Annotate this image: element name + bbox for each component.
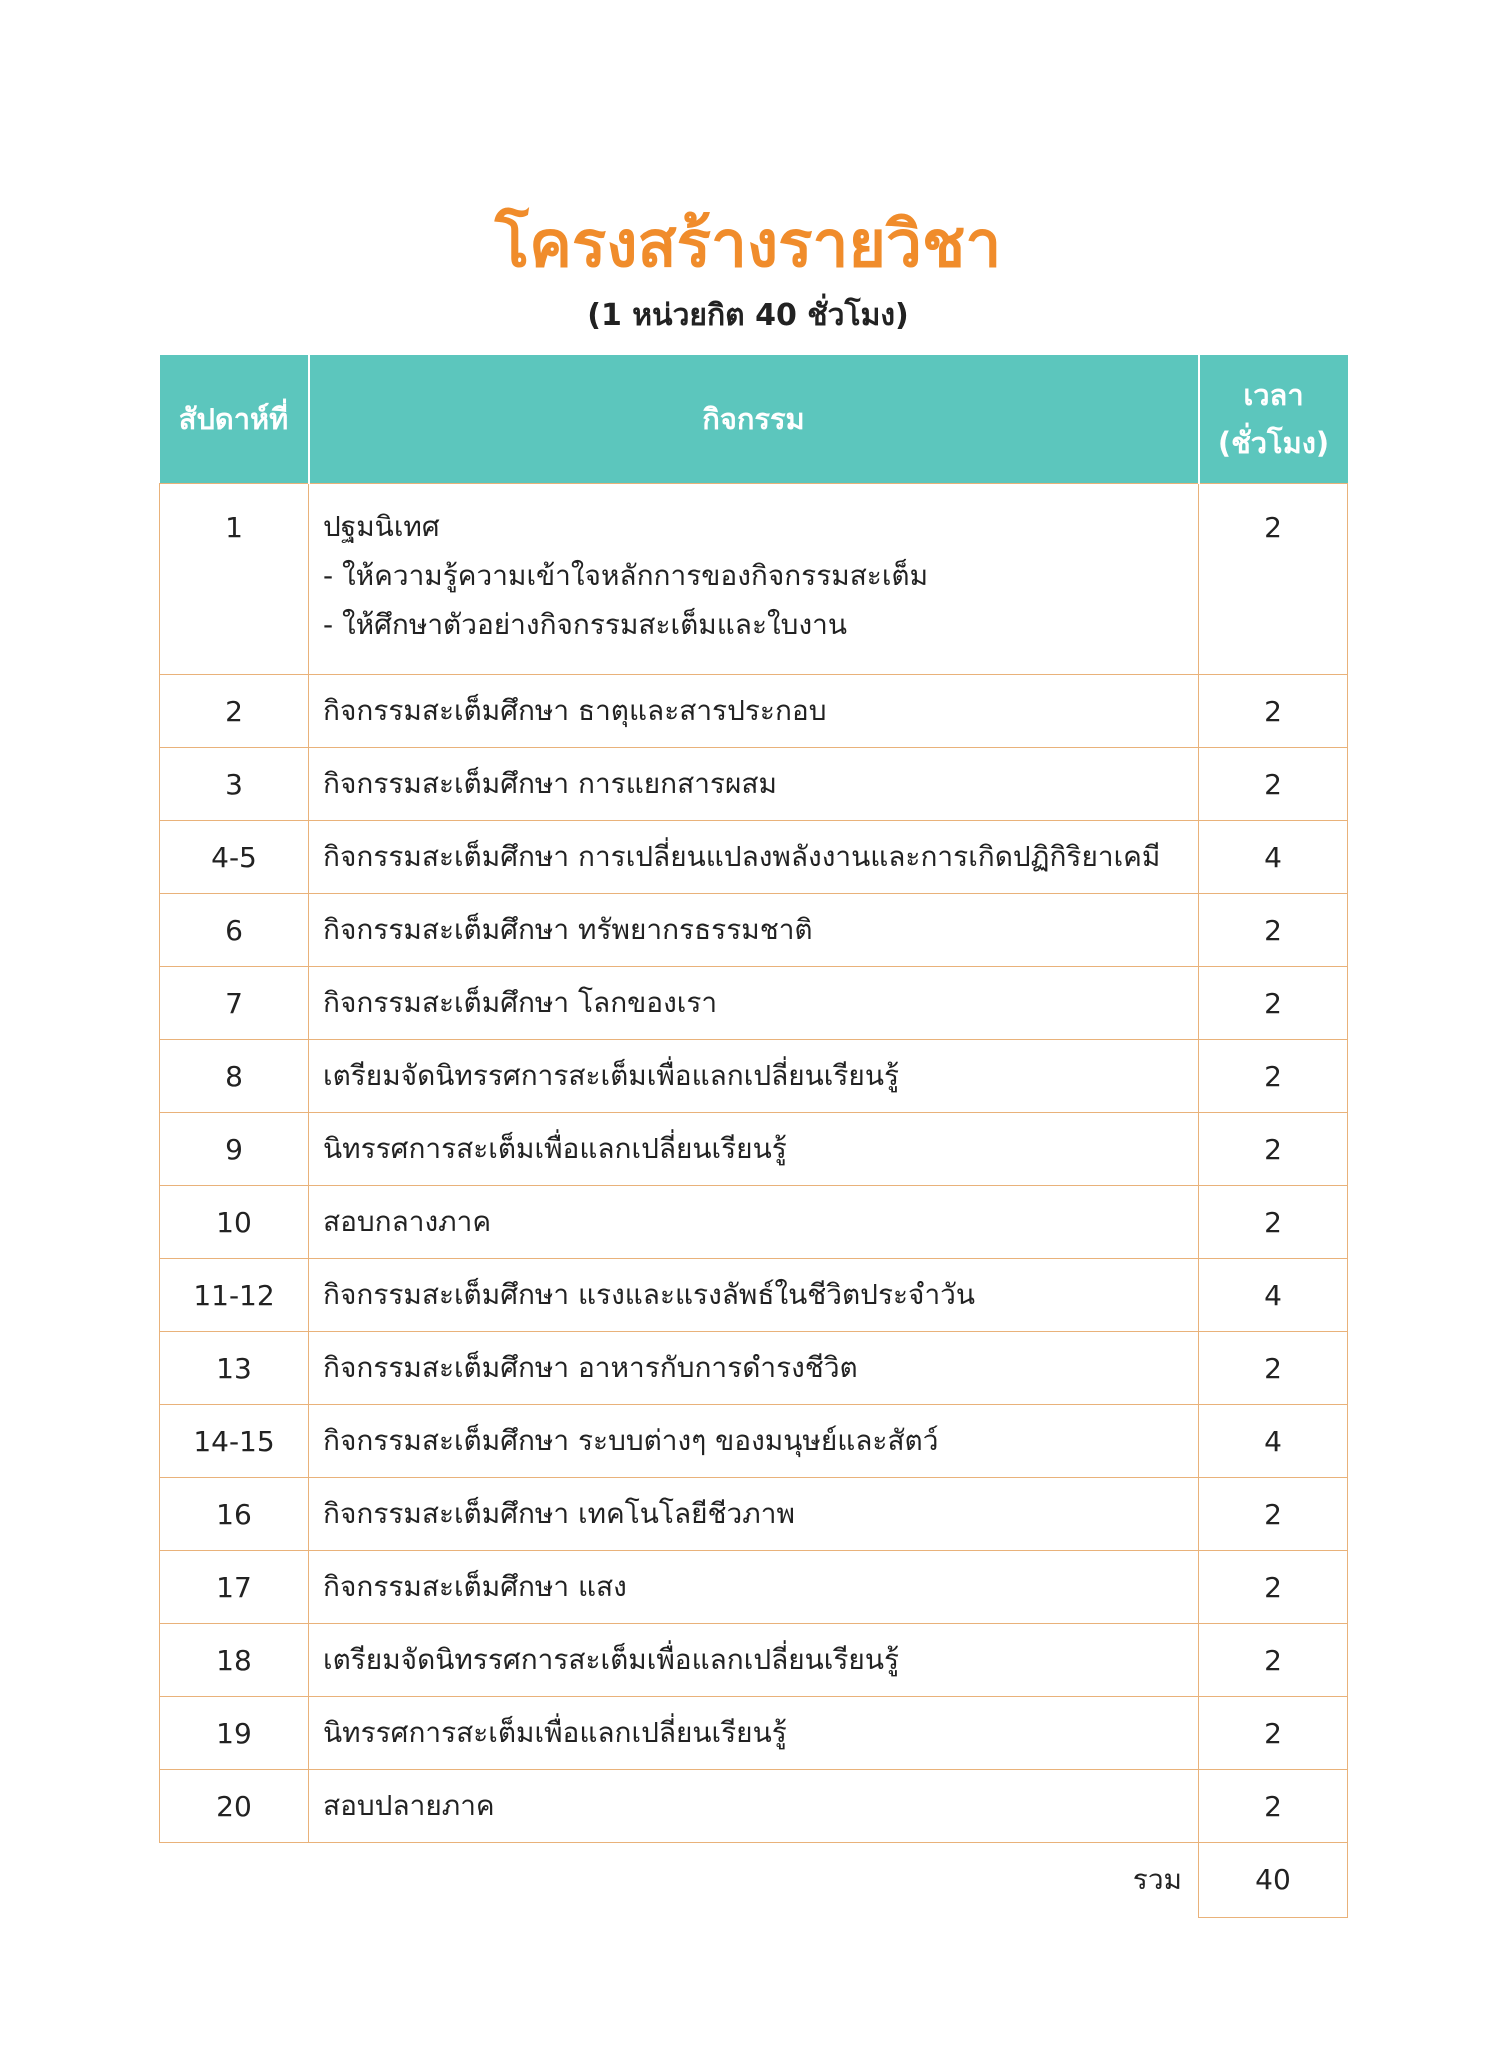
activity-cell: นิทรรศการสะเต็มเพื่อแลกเปลี่ยนเรียนรู้ xyxy=(309,1113,1199,1186)
table-row xyxy=(160,1551,1348,1624)
hours-cell: 2 xyxy=(1199,1040,1348,1113)
hours-cell: 4 xyxy=(1199,821,1348,894)
week-cell: 6 xyxy=(160,894,309,967)
activity-line: - ให้ศึกษาตัวอย่างกิจกรรมสะเต็มและใบงาน xyxy=(323,608,847,641)
activity-line: - ให้ความรู้ความเข้าใจหลักการของกิจกรรมสะเต็ม xyxy=(323,559,929,592)
week-cell: 4-5 xyxy=(160,821,309,894)
table-row xyxy=(160,675,1348,748)
activity-cell: กิจกรรมสะเต็มศึกษา แรงและแรงลัพธ์ในชีวิตประจำวัน xyxy=(309,1259,1199,1332)
hours-cell: 2 xyxy=(1199,894,1348,967)
week-cell: 19 xyxy=(160,1697,309,1770)
page-title: โครงสร้างรายวิชา xyxy=(494,208,1002,282)
header-row xyxy=(160,355,1348,484)
activity-cell: กิจกรรมสะเต็มศึกษา เทคโนโลยีชีวภาพ xyxy=(309,1478,1199,1551)
total-value: 40 xyxy=(1199,1843,1348,1918)
week-cell: 7 xyxy=(160,967,309,1040)
activity-cell: กิจกรรมสะเต็มศึกษา ทรัพยากรธรรมชาติ xyxy=(309,894,1199,967)
activity-line: ปฐมนิเทศ xyxy=(323,510,440,543)
week-cell: 11-12 xyxy=(160,1259,309,1332)
hours-cell: 2 xyxy=(1199,1624,1348,1697)
activity-cell: นิทรรศการสะเต็มเพื่อแลกเปลี่ยนเรียนรู้ xyxy=(309,1697,1199,1770)
activity-cell: กิจกรรมสะเต็มศึกษา ธาตุและสารประกอบ xyxy=(309,675,1199,748)
week-cell: 3 xyxy=(160,748,309,821)
table-body xyxy=(160,484,1348,1843)
table-row xyxy=(160,1113,1348,1186)
table-row xyxy=(160,1040,1348,1113)
header-week: สัปดาห์ที่ xyxy=(160,355,309,484)
table-row xyxy=(160,1697,1348,1770)
activity-cell: กิจกรรมสะเต็มศึกษา ระบบต่างๆ ของมนุษย์และสัตว์ xyxy=(309,1405,1199,1478)
header-hours xyxy=(1199,355,1348,484)
hours-cell: 2 xyxy=(1199,1551,1348,1624)
activity-cell: กิจกรรมสะเต็มศึกษา การเปลี่ยนแปลงพลังงานและการเกิดปฏิกิริยาเคมี xyxy=(309,821,1199,894)
header-activity: กิจกรรม xyxy=(309,355,1199,484)
week-cell: 20 xyxy=(160,1770,309,1843)
hours-cell: 4 xyxy=(1199,1405,1348,1478)
hours-cell: 2 xyxy=(1199,1332,1348,1405)
week-cell: 2 xyxy=(160,675,309,748)
total-label: รวม xyxy=(1132,1863,1182,1896)
activity-cell: กิจกรรมสะเต็มศึกษา อาหารกับการดำรงชีวิต xyxy=(309,1332,1199,1405)
hours-cell: 2 xyxy=(1199,484,1348,675)
hours-cell: 2 xyxy=(1199,967,1348,1040)
table-row xyxy=(160,821,1348,894)
week-cell: 16 xyxy=(160,1478,309,1551)
week-cell: 18 xyxy=(160,1624,309,1697)
week-cell: 17 xyxy=(160,1551,309,1624)
table-row xyxy=(160,1405,1348,1478)
activity-cell: กิจกรรมสะเต็มศึกษา โลกของเรา xyxy=(309,967,1199,1040)
activity-cell xyxy=(309,484,1199,675)
header-hours-line2: (ชั่วโมง) xyxy=(1217,426,1330,460)
week-cell: 13 xyxy=(160,1332,309,1405)
table-row xyxy=(160,748,1348,821)
hours-cell: 4 xyxy=(1199,1259,1348,1332)
table-header xyxy=(160,355,1348,484)
activity-cell: เตรียมจัดนิทรรศการสะเต็มเพื่อแลกเปลี่ยนเรียนรู้ xyxy=(309,1624,1199,1697)
hours-cell: 2 xyxy=(1199,1113,1348,1186)
hours-cell: 2 xyxy=(1199,748,1348,821)
course-structure-table xyxy=(159,355,1348,1918)
table-row xyxy=(160,967,1348,1040)
header-hours-line1: เวลา xyxy=(1243,378,1304,412)
activity-cell: เตรียมจัดนิทรรศการสะเต็มเพื่อแลกเปลี่ยนเรียนรู้ xyxy=(309,1040,1199,1113)
table-row xyxy=(160,1186,1348,1259)
week-cell: 9 xyxy=(160,1113,309,1186)
table-row xyxy=(160,1624,1348,1697)
total-row xyxy=(160,1843,1348,1918)
hours-cell: 2 xyxy=(1199,1478,1348,1551)
table-row xyxy=(160,1259,1348,1332)
table-row xyxy=(160,484,1348,675)
page-subtitle: (1 หน่วยกิต 40 ชั่วโมง) xyxy=(587,298,909,333)
total-spacer xyxy=(160,1843,309,1918)
hours-cell: 2 xyxy=(1199,1697,1348,1770)
hours-cell: 2 xyxy=(1199,675,1348,748)
activity-cell: สอบกลางภาค xyxy=(309,1186,1199,1259)
activity-cell: กิจกรรมสะเต็มศึกษา แสง xyxy=(309,1551,1199,1624)
week-cell: 8 xyxy=(160,1040,309,1113)
table-row xyxy=(160,1478,1348,1551)
hours-cell: 2 xyxy=(1199,1186,1348,1259)
hours-cell: 2 xyxy=(1199,1770,1348,1843)
week-cell: 14-15 xyxy=(160,1405,309,1478)
table-row xyxy=(160,1770,1348,1843)
week-cell: 1 xyxy=(160,484,309,675)
activity-cell: กิจกรรมสะเต็มศึกษา การแยกสารผสม xyxy=(309,748,1199,821)
table-row xyxy=(160,1332,1348,1405)
week-cell: 10 xyxy=(160,1186,309,1259)
activity-cell: สอบปลายภาค xyxy=(309,1770,1199,1843)
table-row xyxy=(160,894,1348,967)
